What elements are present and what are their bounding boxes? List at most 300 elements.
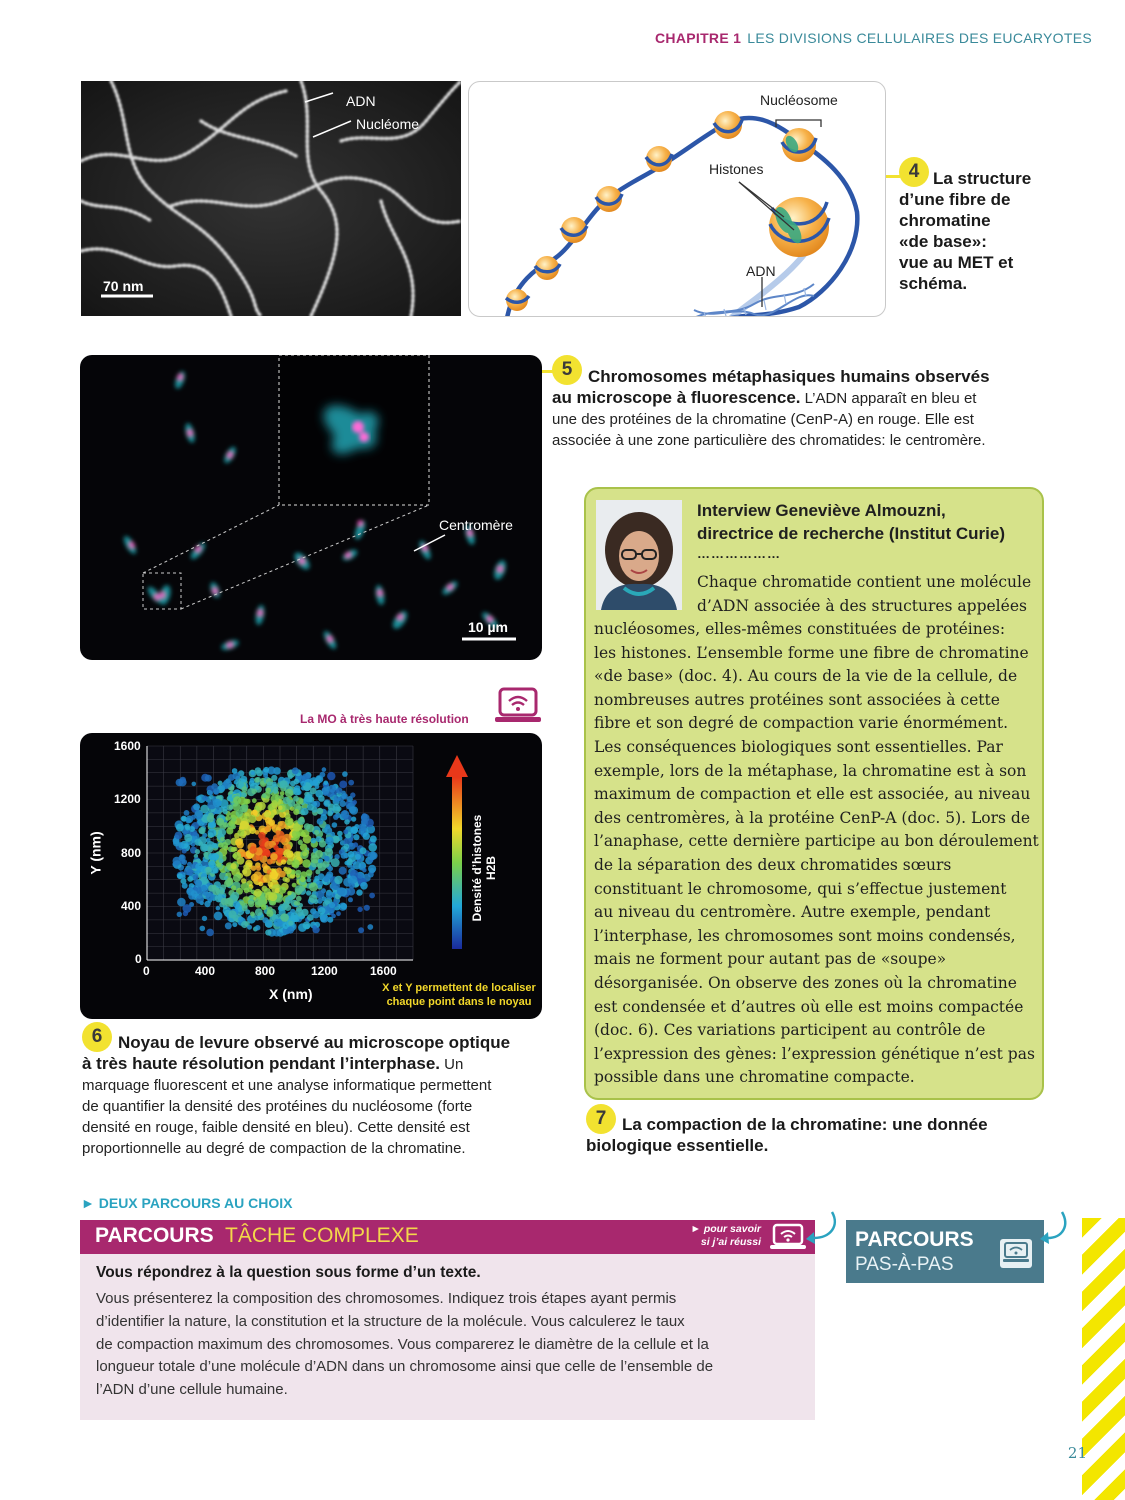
density-point [312,925,317,930]
density-point [184,810,190,816]
interview-line: au niveau du centromère. Autre exemple, pendant [594,903,991,922]
density-point [256,866,261,871]
parcours-question: Vous répondrez à la question sous forme d’un texte. [96,1264,481,1281]
density-point [369,893,375,899]
density-point [293,796,299,802]
density-point [264,850,270,856]
interview-title-line: directrice de recherche (Institut Curie) [697,524,1005,543]
interview-title [697,499,1042,563]
density-point [176,779,183,786]
doc5-caption-bold-line: Chromosomes métaphasiques humains observés [588,367,990,386]
density-point [275,914,280,919]
self-check-line: si j’ai réussi [700,1236,761,1248]
curved-arrow-icon [800,1208,840,1248]
density-point [293,809,299,815]
density-point [249,827,256,834]
density-point [315,850,323,858]
density-point [353,842,358,847]
density-point [198,827,205,834]
density-point [368,865,376,873]
interview-line: exemple, lors de la métaphase, la chromatine est à son [594,761,1027,780]
density-point [251,874,259,882]
density-point [261,904,267,910]
interview-line: l’expression des gènes: l’expression génétique n’est pas [594,1044,1035,1063]
interview-line: nombreuses autres protéines sont associées à cette [594,690,1000,709]
density-point [185,824,191,830]
density-point [214,912,223,921]
density-point [350,806,359,815]
x-tick: 1600 [370,964,397,978]
density-point [233,803,241,811]
density-point [195,849,200,854]
density-point [309,882,318,891]
density-point [195,863,203,871]
density-point [287,891,292,896]
density-point [193,832,197,836]
density-point [288,774,293,779]
density-point [341,810,350,819]
parcours-pas-a-pas-button[interactable] [846,1220,1044,1283]
density-point [240,821,249,830]
density-point [243,864,249,870]
density-point [364,905,370,911]
density-point [324,827,332,835]
density-point [344,861,348,865]
density-point [336,787,342,793]
interview-title-dots: ……………… [697,546,781,561]
density-point [320,772,326,778]
density-point [216,906,221,911]
density-point [262,917,268,923]
density-point [322,767,327,772]
x-tick: 0 [143,964,150,978]
parcours-text-line: l’ADN d’une cellule humaine. [96,1381,288,1399]
laptop-wifi-icon [998,1238,1034,1270]
parcours-complexe-body [80,1254,815,1420]
density-point [193,803,200,810]
density-point [223,809,228,814]
density-point [333,804,340,811]
density-point [194,810,203,819]
density-point [324,781,329,786]
density-point [255,908,263,916]
density-point [240,805,248,813]
x-axis-label: X (nm) [269,986,313,1002]
density-point [269,893,278,902]
y-axis-label: Y (nm) [87,831,104,875]
doc5-caption-text: associée à une zone particulière des chromatides: le centromère. [552,432,986,449]
doc5-number: 5 [552,355,582,385]
density-point [325,848,334,857]
interview-line: nucléosomes, elles-mêmes constituées de protéines: [594,620,1006,638]
doc5-caption-text: une des protéines de la chromatine (CenP-A) en rouge. Elle est [552,411,974,428]
density-point [319,840,326,847]
density-point [213,799,222,808]
interview-line: l’interphase, les chromosomes sont moins condensés, [594,926,1016,945]
density-point [207,815,214,822]
density-point [218,828,226,836]
density-point [304,823,311,830]
y-tick: 1600 [114,739,141,753]
density-point [285,789,293,797]
density-point [229,805,234,810]
density-point [192,782,197,787]
density-point [344,844,350,850]
density-point [205,775,212,782]
density-point [327,772,335,780]
doc5-caption-bold-line: au microscope à fluorescence. [552,388,801,407]
density-point [356,889,362,895]
density-point [175,832,183,840]
density-point [256,770,263,777]
self-check-link[interactable] [675,1223,761,1249]
met-micrograph [81,81,461,316]
density-point [254,889,262,897]
density-point [325,837,334,846]
density-point [275,830,280,835]
fluo-scale-label: 10 µm [468,619,508,635]
density-point [200,844,208,852]
parcours-complexe-header[interactable] [80,1220,815,1254]
doc7-number: 7 [586,1104,616,1134]
triangle-right-icon: ► [81,1195,95,1211]
density-point [273,789,278,794]
doc4-caption [899,168,1059,294]
density-point [334,876,342,884]
chapter-header [655,30,1092,46]
density-point [320,914,329,923]
density-point [314,830,319,835]
density-point [272,782,277,787]
density-point [327,811,333,817]
density-point [213,788,219,794]
plot-annotation [376,981,542,1009]
density-point [250,912,255,917]
density-point [328,785,336,793]
density-point [318,873,325,880]
doc6-caption-bold-line: à très haute résolution pendant l’interphase. [82,1054,441,1073]
density-point [271,800,277,806]
density-point [266,910,273,917]
density-point [279,887,286,894]
density-point [187,869,194,876]
doc4-caption-line: «de base»: [899,232,987,251]
density-point [295,870,301,876]
doc4-caption-line: d’une fibre de [899,190,1011,209]
density-point [328,866,333,871]
density-point [295,885,304,894]
label-centromere: Centromère [439,517,513,533]
density-point [233,852,241,860]
density-point [202,916,207,921]
density-point [300,877,306,883]
density-point [351,817,356,822]
density-point [241,878,246,883]
pas-title: PARCOURS [855,1228,974,1251]
density-point [263,767,269,773]
density-point [251,771,256,776]
density-point [249,846,257,854]
density-point [290,912,298,920]
chromatin-fibre-diagram [469,82,886,317]
interview-line: désorganisée. On observe des zones où la chromatine [594,973,1017,992]
density-point [288,921,293,926]
heatmap-panel [80,733,542,1019]
density-point [268,819,275,826]
density-point [360,847,367,854]
density-point [368,852,377,861]
density-point [195,895,204,904]
density-point [285,817,294,826]
density-point [301,909,308,916]
interview-line: maximum de compaction et elle est associée, au niveau [594,785,1031,804]
colorbar-label: Densité d’histones H2B [470,814,498,922]
density-point [337,887,345,895]
density-point [245,909,250,914]
density-point [303,835,312,844]
density-point [231,863,237,869]
self-check-line [675,1223,761,1236]
parcours-complexe-subtitle: TÂCHE COMPLEXE [225,1224,419,1247]
density-point [193,874,199,880]
density-point [318,863,327,872]
doc4-number: 4 [899,157,929,187]
y-tick: 0 [135,952,142,966]
density-point [231,847,236,852]
density-point [182,849,187,854]
parcours-complexe-title: PARCOURS [95,1224,214,1247]
density-point [191,890,198,897]
y-tick: 800 [121,846,142,860]
interview-line: mais ne forment pour autant pas de «soupe» [594,950,947,969]
density-point [312,911,320,919]
doc4-caption-line: schéma. [899,274,968,293]
density-point [311,838,317,844]
density-point [294,779,300,785]
density-point [232,922,237,927]
laptop-wifi-icon[interactable] [494,687,542,725]
density-point [231,824,236,829]
density-point [292,767,299,774]
density-point [303,922,311,930]
doc6-caption-text: Un [440,1056,464,1073]
density-point [307,878,312,883]
page-number: 21 [1067,1444,1087,1462]
density-point [251,789,257,795]
density-point [283,797,290,804]
density-point [343,829,348,834]
density-point [271,853,278,860]
y-tick: 1200 [114,792,141,806]
density-point [274,918,283,927]
density-point [336,911,341,916]
density-point [177,912,182,917]
y-tick: 400 [121,899,142,913]
density-point [337,831,343,837]
density-point [349,842,353,846]
density-point [360,882,368,890]
interview-box [584,487,1044,1100]
interview-body [594,618,1042,1090]
interview-line: les histones. L’ensemble forme une fibre de chromatine [594,643,1029,662]
density-point [352,800,357,805]
density-point [358,927,364,933]
density-point [221,898,229,906]
density-point [324,856,330,862]
interview-line: Chaque chromatide contient une molécule [697,573,1032,591]
density-point [339,867,347,875]
self-check-text: pour savoir [703,1223,761,1235]
interview-portrait [596,500,682,610]
density-point [225,816,230,821]
density-point [268,882,273,887]
fluorescence-micrograph [80,355,542,660]
doc6-caption-text: densité en rouge, faible densité en bleu). Cette densité est [82,1119,470,1136]
x-tick: 1200 [311,964,338,978]
density-point [181,875,186,880]
density-point [313,899,318,904]
density-point [252,810,257,815]
density-point [341,903,348,910]
density-point [344,819,350,825]
density-point [333,814,339,820]
label-nucleosome: Nucléosome [760,92,838,108]
density-point [300,781,305,786]
triangle-small-icon: ► [690,1223,704,1235]
density-point [349,876,357,884]
density-point [219,858,224,863]
density-point [220,837,224,841]
density-point [324,800,330,806]
density-point [208,828,217,837]
label-nucleome: Nucléome [356,116,420,132]
density-point [332,822,338,828]
doc4-connector [886,175,900,179]
doc4-caption-line: chromatine [899,211,991,230]
doc6-caption [82,1032,552,1159]
density-point [278,806,283,811]
density-point [367,924,373,930]
density-point [273,845,278,850]
x-tick: 400 [195,964,216,978]
density-point [177,898,186,907]
density-point [205,867,211,873]
density-point [280,791,285,796]
density-point [232,768,238,774]
density-point [296,901,301,906]
parcours-heading [81,1195,292,1211]
density-point [339,781,347,789]
density-point [302,859,311,868]
density-point [353,834,359,840]
density-point [179,843,185,849]
interview-line: constituant le chromosome, qui s’effectue justement [594,879,1007,898]
density-point [224,880,231,887]
interview-line: de la séparation des deux chromatides sœurs [594,855,952,874]
density-point [264,841,273,850]
density-point [232,817,237,822]
density-point [306,890,311,895]
density-point [326,892,334,900]
density-point [298,840,303,845]
x-tick: 800 [255,964,276,978]
density-point [245,799,250,804]
density-point [320,814,327,821]
density-point [265,826,270,831]
interview-line: fibre et son degré de compaction varie énormément. [594,714,1009,733]
interview-line: l’anaphase, cette dernière participe au bon déroulement [594,832,1039,851]
density-point [361,814,370,823]
density-point [357,907,362,912]
interview-line: des centromères, à la protéine CenP-A (doc. 5). Lors de [594,808,1031,827]
chromatin-schema [468,81,886,317]
parcours-text-line: d’identifier la nature, la constitution et la structure de la molécule. Vous calculerez le taux [96,1312,685,1330]
density-point [363,832,370,839]
doc6-number: 6 [82,1022,112,1052]
density-point [250,778,255,783]
density-point [248,815,256,823]
density-point [255,925,260,930]
density-point [252,798,257,803]
density-point [287,927,294,934]
density-point [306,869,313,876]
met-scale-label: 70 nm [103,278,144,294]
density-point [242,786,248,792]
density-point [292,859,300,867]
label-adn-met: ADN [346,93,376,109]
interview-line: est condensée et d’autres où elle est moins compactée [594,997,1024,1016]
density-point [228,910,236,918]
doc6-caption-text: marquage fluorescent et une analyse informatique permettent [82,1077,492,1094]
density-point [248,901,255,908]
doc6-caption-text: de quantifier la densité des protéines du nucléosome (forte [82,1098,473,1115]
density-point [296,896,302,902]
density-point [329,902,335,908]
density-point [216,818,224,826]
density-point [182,883,188,889]
parcours-text-line: longueur totale d’une molécule d’ADN dans un chromosome ainsi que celle de l’ensemble de [96,1358,714,1376]
density-point [202,795,208,801]
density-point [293,788,301,796]
density-point [310,777,319,786]
parcours-text-line: Vous présenterez la composition des chromosomes. Indiquez trois étapes ayant permis [96,1290,677,1307]
density-point [317,808,324,815]
density-point [269,871,276,878]
density-point [262,793,267,798]
density-point [279,836,286,843]
density-point [263,773,268,778]
density-point [341,852,347,858]
chapter-number: CHAPITRE 1 [655,30,742,46]
density-point [247,925,252,930]
interview-line: Les conséquences biologiques sont essentielles. Par [594,737,1003,756]
density-point [211,853,219,861]
label-adn-schema: ADN [746,263,776,279]
density-point [225,922,232,929]
interview-line: «de base» (doc. 4). Au cours de la vie de la cellule, de [594,667,1018,686]
density-point [251,866,256,871]
density-point [208,885,215,892]
density-point [301,808,309,816]
density-point [176,824,184,832]
parcours-heading-text: DEUX PARCOURS AU CHOIX [98,1195,293,1211]
interview-title-line: Interview Geneviève Almouzni, [697,501,946,520]
density-colorbar [452,777,462,949]
density-point [206,929,214,937]
density-point [200,926,206,932]
density-point [322,896,327,901]
density-point [315,790,323,798]
